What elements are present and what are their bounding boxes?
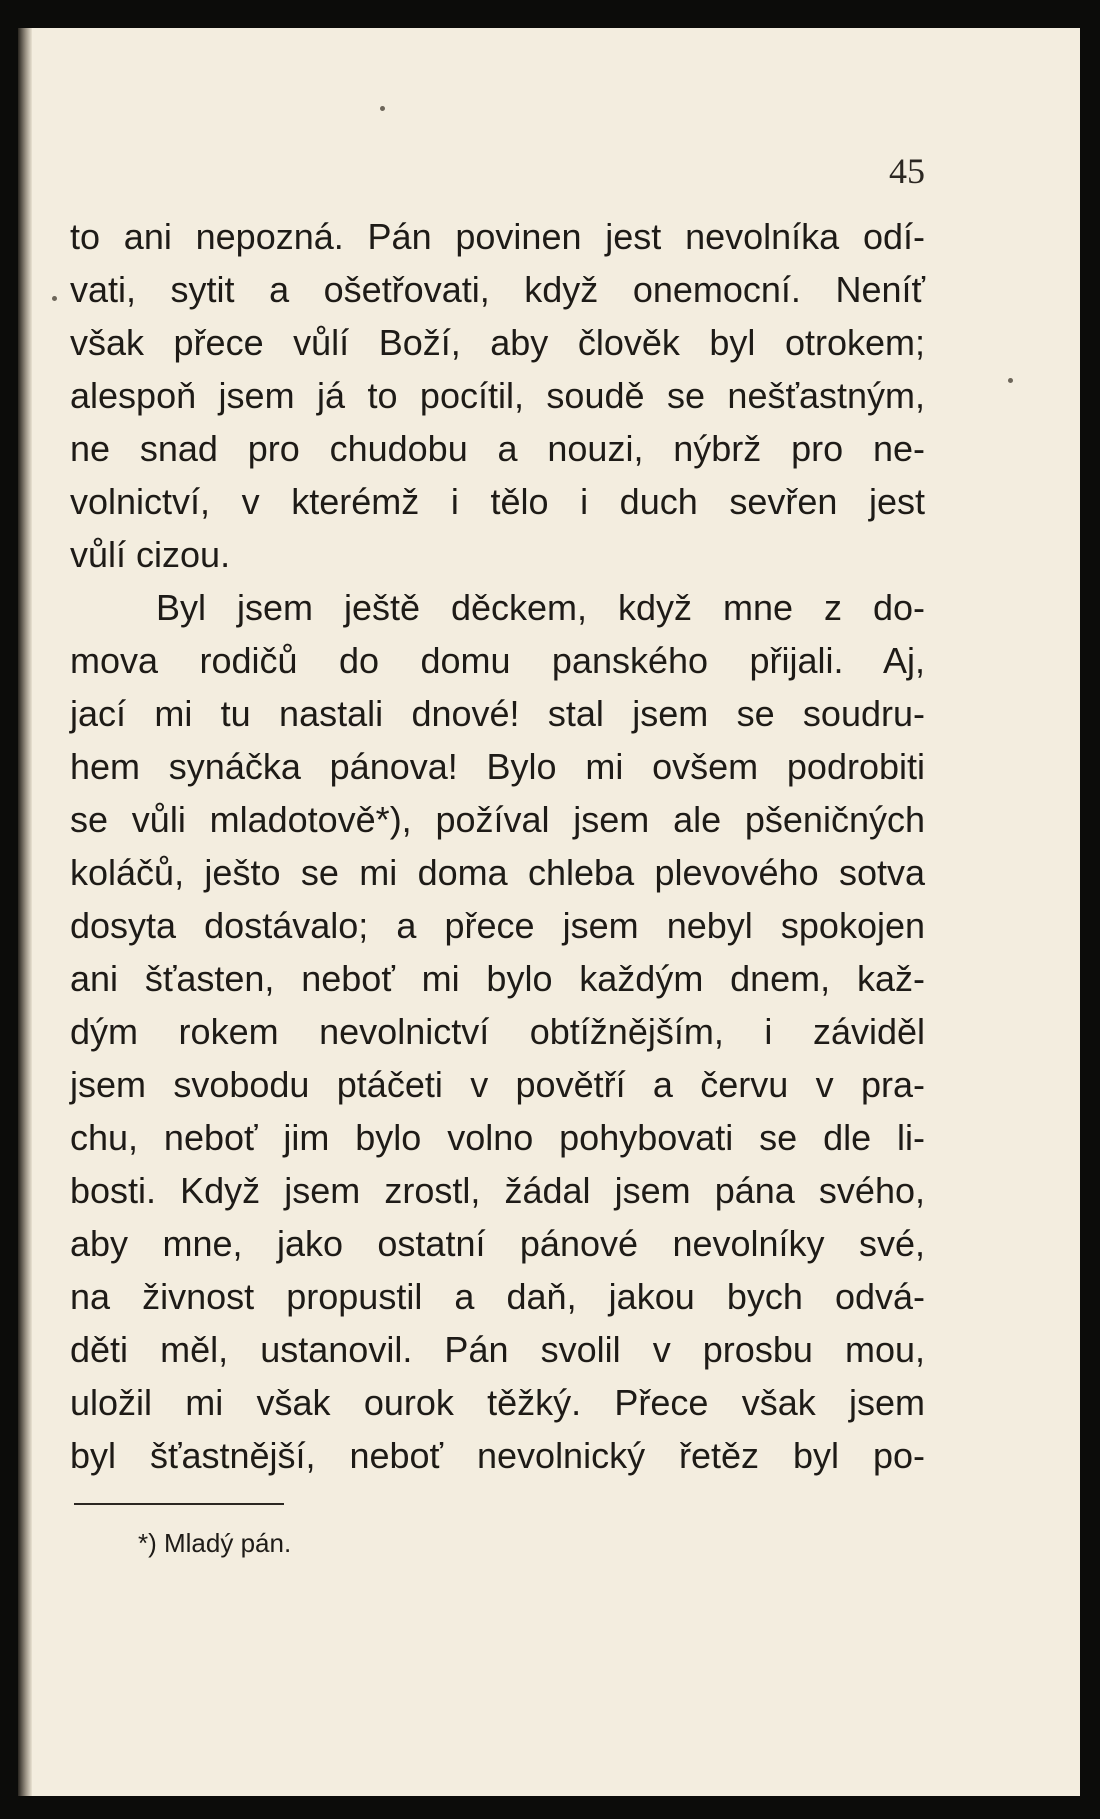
paper-speck	[1008, 378, 1013, 383]
text-line: koláčů, ješto se mi doma chleba plevového sotva	[70, 852, 925, 893]
text-line: Byl jsem ještě děckem, když mne z do-	[156, 587, 925, 628]
book-page	[18, 28, 1080, 1796]
text-line: jací mi tu nastali dnové! stal jsem se soudru-	[70, 693, 925, 734]
text-line: dosyta dostávalo; a přece jsem nebyl spokojen	[70, 905, 925, 946]
text-line: ani šťasten, neboť mi bylo každým dnem, kaž-	[70, 958, 925, 999]
text-line: mova rodičů do domu panského přijali. Aj,	[70, 640, 925, 681]
text-line: na živnost propustil a daň, jakou bych odvá-	[70, 1276, 925, 1317]
text-line: se vůli mladotově*), požíval jsem ale pšeničných	[70, 799, 925, 840]
text-line: ne snad pro chudobu a nouzi, nýbrž pro ne-	[70, 428, 925, 469]
text-line: bosti. Když jsem zrostl, žádal jsem pána svého,	[70, 1170, 925, 1211]
paper-speck	[52, 296, 57, 301]
text-line: volnictví, v kterémž i tělo i duch sevřen jest	[70, 481, 925, 522]
body-text	[70, 210, 925, 1482]
text-line: jsem svobodu ptáčeti v povětří a červu v pra-	[70, 1064, 925, 1105]
text-line: vati, sytit a ošetřovati, když onemocní. Neníť	[70, 269, 925, 310]
text-line: alespoň jsem já to pocítil, soudě se nešťastným,	[70, 375, 925, 416]
text-line: aby mne, jako ostatní pánové nevolníky své,	[70, 1223, 925, 1264]
text-line: uložil mi však ourok těžký. Přece však jsem	[70, 1382, 925, 1423]
footnote: *) Mladý pán.	[138, 1528, 292, 1558]
paper-speck	[380, 106, 385, 111]
text-line: byl šťastnější, neboť nevolnický řetěz byl po-	[70, 1435, 925, 1476]
text-line: chu, neboť jim bylo volno pohybovati se dle li-	[70, 1117, 925, 1158]
page-spine-edge	[18, 28, 32, 1796]
text-line: to ani nepozná. Pán povinen jest nevolníka odí-	[70, 216, 925, 257]
page-number: 45	[889, 151, 925, 191]
text-line: vůlí cizou.	[70, 534, 231, 575]
text-line: hem synáčka pánova! Bylo mi ovšem podrobiti	[70, 746, 925, 787]
footnote-divider	[74, 1503, 284, 1505]
text-line: dým rokem nevolnictví obtížnějším, i záviděl	[70, 1011, 925, 1052]
text-line: děti měl, ustanovil. Pán svolil v prosbu mou,	[70, 1329, 925, 1370]
text-line: však přece vůlí Boží, aby člověk byl otrokem;	[70, 322, 925, 363]
